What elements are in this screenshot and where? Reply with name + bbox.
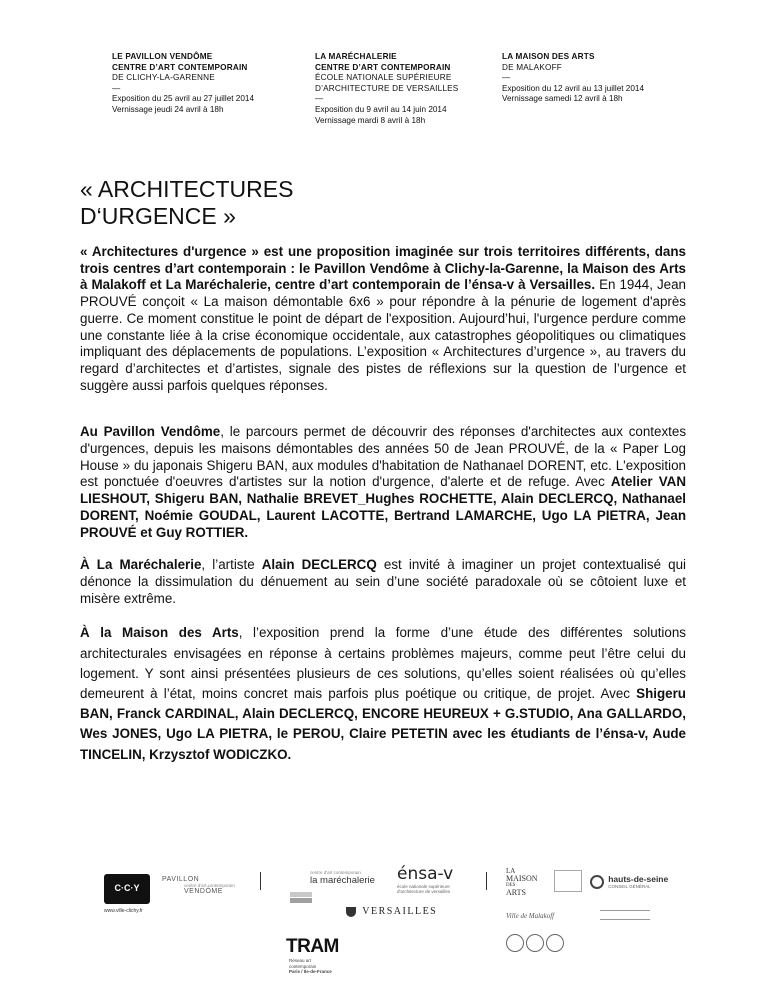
pavillon-sub: centre d'art contemporain xyxy=(184,883,235,888)
venue-marechalerie xyxy=(315,52,458,126)
maison-des: DES xyxy=(506,883,516,888)
tram-word: TRAM xyxy=(286,936,339,957)
marechalerie-artist: Alain DECLERCQ xyxy=(261,557,377,573)
ensav-sub-1: école nationale supérieure xyxy=(397,884,450,889)
venue-subtitle: CENTRE D’ART CONTEMPORAIN xyxy=(315,62,451,72)
venue-dates: Exposition du 9 avril au 14 juin 2014 xyxy=(315,104,447,114)
pavillon-lead: Au Pavillon Vendôme xyxy=(80,424,221,440)
venue-dash: — xyxy=(112,83,121,93)
marechalerie-text-1: , l’artiste xyxy=(201,557,262,573)
venue-dates: Exposition du 12 avril au 13 juillet 2014 xyxy=(502,83,645,93)
tram-sub-1: Réseau art xyxy=(289,958,312,963)
maison-la: LA xyxy=(506,867,516,875)
maison-paragraph xyxy=(80,623,686,764)
venue-name: LA MAISON DES ARTS xyxy=(502,52,595,61)
marechalerie-paragraph xyxy=(80,557,686,607)
marechalerie-word: la maréchalerie xyxy=(310,875,375,886)
clichy-url: www.ville-clichy.fr xyxy=(104,908,143,914)
venue-maison-des-arts xyxy=(502,52,644,105)
intro-bold: « Architectures d'urgence » est une proposition imaginée sur trois territoires différents, dans trois centres d’art contemporain : le Pavillon Vendôme à Clichy-la-Garenne, la Maison des Arts à Malakoff et La Maréchalerie, centre d’art contemporain de l’énsa-v à Versailles. xyxy=(80,244,686,293)
logo-separator xyxy=(486,872,487,890)
page-title xyxy=(80,176,293,230)
maison-lead: À la Maison des Arts xyxy=(80,625,239,641)
marechalerie-lead: À La Maréchalerie xyxy=(80,557,202,573)
marechalerie-color-bar xyxy=(290,892,312,908)
hauts-word: hauts-de-seine xyxy=(608,874,669,884)
ensav-sub-2: d'architecture de versailles xyxy=(397,889,451,894)
intro-paragraph xyxy=(80,244,686,394)
venue-pavillon-vendome xyxy=(112,52,254,116)
tram-logo xyxy=(286,936,376,975)
tram-sub-2: contemporain xyxy=(289,963,317,969)
intro-text: En 1944, Jean PROUVÉ conçoit « La maison démontable 6x6 » pour répondre à la pénurie de logement d'après guerre. Ce moment constitue le point de départ de l'exposition. Aujourd’hui, l'urgence perdure comme une constante liée à la crise économique occidentale, aux catastrophes géopolitiques ou climatiques impliquant des déplacements de populations. L’exposition « Architectures d’urgence », au travers du regard d’architectes et d’artistes, signale des pistes de réflexions sur la question de l’urgence et suggère aussi parfois quelques réponses. xyxy=(80,277,686,393)
venue-dash: — xyxy=(315,94,324,104)
venue-dash: — xyxy=(502,73,511,83)
ministry-logo xyxy=(554,870,582,892)
versailles-word: VERSAILLES xyxy=(362,906,438,917)
vendome-word: VENDÔME xyxy=(184,888,223,895)
venue-school: ÉCOLE NATIONALE SUPÉRIEURE xyxy=(315,73,452,83)
ensav-word: énsa-v xyxy=(397,864,454,884)
malakoff-logo: Ville de Malakoff xyxy=(506,912,555,920)
emblem-logos xyxy=(506,934,564,954)
emblem-icon xyxy=(506,934,524,952)
hauts-sub: CONSEIL GÉNÉRAL xyxy=(608,884,651,889)
venue-vernissage: Vernissage samedi 12 avril à 18h xyxy=(502,94,623,104)
maison-text: , l’exposition prend la forme d’une étude des différentes solutions architecturales envisagées en réponse à certains problèmes majeurs, comme peut l’être celui du logement. Y sont ainsi présentées plusieurs de ces solutions, qu’elles soient réalisées où qu’elles demeurent à l’état, moins concret mais parfois plus poétique ou critique, de projet. Avec xyxy=(80,625,686,701)
venue-subtitle: CENTRE D’ART CONTEMPORAIN xyxy=(112,62,248,72)
marechalerie-text-2: est invité à imaginer un projet contextualisé qui dénonce la dissimulation du dénuement au sein d’une société paradoxale où se côtoient luxe et misère extrême. xyxy=(80,557,686,606)
title-line-2: D‘URGENCE » xyxy=(80,203,236,229)
emblem-icon xyxy=(546,934,564,952)
partner-logos xyxy=(0,860,768,994)
marechalerie-small: centre d'art contemporain xyxy=(310,870,361,875)
venue-name: LA MARÉCHALERIE xyxy=(315,52,397,61)
ensav-logo xyxy=(397,864,487,894)
pavillon-vendome-logo xyxy=(162,876,242,895)
hauts-de-seine-logo xyxy=(590,874,680,889)
tram-sub-3: Paris / Ile-de-France xyxy=(289,969,332,974)
pavillon-text: , le parcours permet de découvrir des réponses d'architectes aux contextes d'urgences, depuis les maisons démontables des années 50 de Jean PROUVÉ, de la « Paper Log House » du japonais Shigeru BAN, aux modules d'habitation de Nathanael DORENT, etc. L'exposition est ponctuée d'oeuvres d'artistes sur la notion d'urgence, d'alerte et de refuge. Avec xyxy=(80,424,687,490)
marechalerie-logo xyxy=(310,870,390,886)
versailles-crest-icon xyxy=(346,907,356,917)
maison-arts-word: ARTS xyxy=(506,888,526,897)
hauts-de-seine-icon xyxy=(590,875,604,889)
press-text xyxy=(80,244,686,765)
emblem-icon xyxy=(526,934,544,952)
maison-artists: Shigeru BAN, Franck CARDINAL, Alain DECLERCQ, ENCORE HEUREUX + G.STUDIO, Ana GALLARDO, Wes JONES, Ugo LA PIETRA, le PEROU, Claire PETETIN avec les étudiants de l’énsa-v, Aude TINCELIN, Krzysztof WODICZKO. xyxy=(80,685,686,762)
maison-des-arts-logo xyxy=(506,868,544,897)
venue-school-2: D’ARCHITECTURE DE VERSAILLES xyxy=(315,83,459,93)
venue-location: DE MALAKOFF xyxy=(502,62,562,72)
title-line-1: « ARCHITECTURES xyxy=(80,176,294,202)
venue-vernissage: Vernissage mardi 8 avril à 18h xyxy=(315,115,426,125)
pavillon-word: PAVILLON xyxy=(162,876,200,883)
malakoff-pattern xyxy=(600,910,650,920)
venue-location: DE CLICHY-LA-GARENNE xyxy=(112,73,215,83)
venue-name: LE PAVILLON VENDÔME xyxy=(112,52,213,61)
versailles-logo xyxy=(346,906,466,917)
pavillon-artists: Atelier VAN LIESHOUT, Shigeru BAN, Nathalie BREVET_Hughes ROCHETTE, Alain DECLERCQ, Nathanael DORENT, Noémie GOUDAL, Laurent LACOTTE, Bertrand LAMARCHE, Ugo LA PIETRA, Jean PROUVÉ et Guy ROTTIER. xyxy=(80,474,686,540)
clichy-mark: C·C·Y xyxy=(114,883,140,893)
maison-word: MAISON xyxy=(506,874,538,883)
logo-separator xyxy=(260,872,261,890)
clichy-logo xyxy=(104,874,150,904)
pavillon-paragraph xyxy=(80,424,686,541)
venue-vernissage: Vernissage jeudi 24 avril à 18h xyxy=(112,104,224,114)
venue-dates: Exposition du 25 avril au 27 juillet 2014 xyxy=(112,94,255,104)
